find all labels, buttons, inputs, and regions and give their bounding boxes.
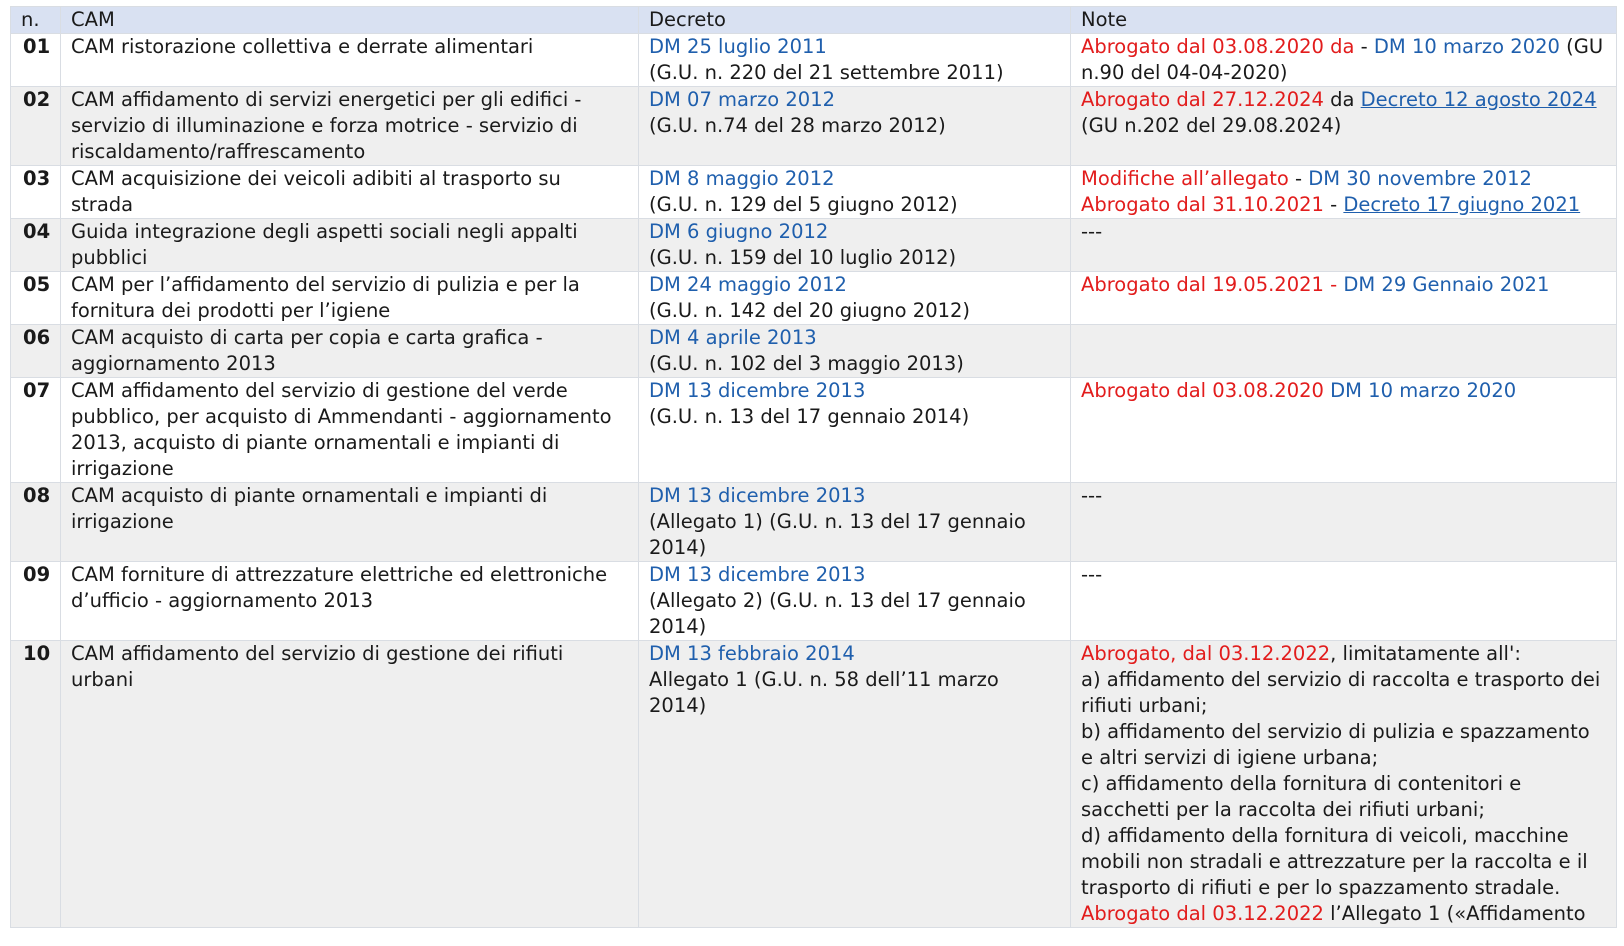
- note-text: l’Allegato 1 («Affidamento: [1323, 902, 1586, 925]
- note-cell: [1071, 34, 1617, 87]
- note-link[interactable]: Decreto 17 giugno 2021: [1343, 193, 1581, 216]
- row-number: 08: [11, 483, 61, 562]
- note-status: Abrogato dal 03.12.2022: [1081, 902, 1324, 925]
- row-number: 05: [11, 272, 61, 325]
- header-cam: CAM: [61, 7, 639, 34]
- table-row: [11, 325, 1617, 378]
- note-text: , limitatamente all':: [1330, 642, 1521, 665]
- cam-description: CAM per l’affidamento del servizio di pulizia e per la fornitura dei prodotti per l’igiene: [61, 272, 639, 325]
- note-text: ---: [1081, 220, 1103, 243]
- row-number: 02: [11, 87, 61, 166]
- decreto-cell: [639, 87, 1071, 166]
- note-text: a) affidamento del servizio di raccolta e trasporto dei rifiuti urbani;: [1081, 668, 1601, 717]
- cam-description: CAM forniture di attrezzature elettriche ed elettroniche d’ufficio - aggiornamento 2013: [61, 562, 639, 641]
- note-text: (GU n.202 del 29.08.2024): [1081, 114, 1342, 137]
- decreto-link[interactable]: DM 13 dicembre 2013: [649, 379, 866, 402]
- row-number: 10: [11, 641, 61, 928]
- note-text: (GU n.90 del 04-04-2020): [1081, 35, 1604, 84]
- decreto-link[interactable]: DM 24 maggio 2012: [649, 273, 847, 296]
- decreto-cell: [639, 641, 1071, 928]
- cam-description: CAM acquisizione dei veicoli adibiti al trasporto su strada: [61, 166, 639, 219]
- header-decreto: Decreto: [639, 7, 1071, 34]
- note-text: d) affidamento della fornitura di veicoli, macchine mobili non stradali e attrezzature per la raccolta e il trasporto di rifiuti e per lo spazzamento stradale.: [1081, 824, 1588, 899]
- decreto-cell: [639, 562, 1071, 641]
- note-line: [1081, 667, 1606, 719]
- decreto-link[interactable]: DM 8 maggio 2012: [649, 167, 835, 190]
- gazzetta-reference: (G.U. n. 220 del 21 settembre 2011): [649, 61, 1004, 84]
- note-cell: [1071, 219, 1617, 272]
- decreto-cell: [639, 378, 1071, 483]
- cam-description: CAM ristorazione collettiva e derrate alimentari: [61, 34, 639, 87]
- note-line: [1081, 562, 1606, 588]
- note-line: [1081, 87, 1606, 113]
- note-status: Abrogato dal 27.12.2024: [1081, 88, 1324, 111]
- note-cell: [1071, 166, 1617, 219]
- gazzetta-reference: (G.U. n. 129 del 5 giugno 2012): [649, 193, 958, 216]
- cam-description: CAM affidamento di servizi energetici per gli edifici - servizio di illuminazione e forza motrice - servizio di riscaldamento/raffrescamento: [61, 87, 639, 166]
- cam-table: [10, 6, 1617, 928]
- decreto-cell: [639, 166, 1071, 219]
- gazzetta-reference: (Allegato 2) (G.U. n. 13 del 17 gennaio 2014): [649, 589, 1026, 638]
- row-number: 03: [11, 166, 61, 219]
- note-line: [1081, 823, 1606, 901]
- note-line: [1081, 641, 1606, 667]
- gazzetta-reference: (G.U. n. 159 del 10 luglio 2012): [649, 246, 957, 269]
- table-row: [11, 87, 1617, 166]
- row-number: 09: [11, 562, 61, 641]
- note-link[interactable]: DM 29 Gennaio 2021: [1343, 273, 1550, 296]
- cam-description: CAM acquisto di carta per copia e carta grafica - aggiornamento 2013: [61, 325, 639, 378]
- decreto-cell: [639, 272, 1071, 325]
- note-status: Abrogato, dal 03.12.2022: [1081, 642, 1331, 665]
- note-text: da: [1323, 88, 1361, 111]
- decreto-link[interactable]: DM 4 aprile 2013: [649, 326, 817, 349]
- gazzetta-reference: (G.U. n. 13 del 17 gennaio 2014): [649, 405, 970, 428]
- table-row: [11, 641, 1617, 928]
- gazzetta-reference: (G.U. n. 102 del 3 maggio 2013): [649, 352, 964, 375]
- note-line: [1081, 219, 1606, 245]
- note-link[interactable]: Decreto 12 agosto 2024: [1360, 88, 1597, 111]
- note-line: [1081, 719, 1606, 771]
- decreto-link[interactable]: DM 07 marzo 2012: [649, 88, 836, 111]
- note-text: b) affidamento del servizio di pulizia e spazzamento e altri servizi di igiene urbana;: [1081, 720, 1590, 769]
- decreto-cell: [639, 483, 1071, 562]
- note-cell: [1071, 641, 1617, 928]
- decreto-link[interactable]: DM 13 dicembre 2013: [649, 563, 866, 586]
- gazzetta-reference: (G.U. n. 142 del 20 giugno 2012): [649, 299, 971, 322]
- note-status: -: [1323, 273, 1344, 296]
- header-n: n.: [11, 7, 61, 34]
- note-cell: [1071, 378, 1617, 483]
- table-header-row: [11, 7, 1617, 34]
- cam-description: CAM acquisto di piante ornamentali e impianti di irrigazione: [61, 483, 639, 562]
- gazzetta-reference: Allegato 1 (G.U. n. 58 dell’11 marzo 2014): [649, 668, 999, 717]
- row-number: 06: [11, 325, 61, 378]
- row-number: 07: [11, 378, 61, 483]
- gazzetta-reference: (Allegato 1) (G.U. n. 13 del 17 gennaio 2014): [649, 510, 1026, 559]
- decreto-link[interactable]: DM 13 febbraio 2014: [649, 642, 855, 665]
- note-line: [1081, 771, 1606, 823]
- cam-description: CAM affidamento del servizio di gestione dei rifiuti urbani: [61, 641, 639, 928]
- note-status: Abrogato dal 03.08.2020 da: [1081, 35, 1355, 58]
- note-line: [1081, 272, 1606, 298]
- note-status: Abrogato dal 31.10.2021: [1081, 193, 1324, 216]
- note-cell: [1071, 562, 1617, 641]
- note-line: [1081, 378, 1606, 404]
- note-text: -: [1354, 35, 1374, 58]
- note-cell: [1071, 87, 1617, 166]
- note-text: -: [1288, 167, 1309, 190]
- table-body: [11, 34, 1617, 928]
- note-line: [1081, 113, 1606, 139]
- note-text: ---: [1081, 563, 1103, 586]
- decreto-cell: [639, 34, 1071, 87]
- note-text: -: [1323, 193, 1344, 216]
- note-status: Abrogato dal 19.05.2021: [1081, 273, 1324, 296]
- table-row: [11, 219, 1617, 272]
- note-status: Modifiche all’allegato: [1081, 167, 1289, 190]
- table-row: [11, 272, 1617, 325]
- note-link[interactable]: DM 30 novembre 2012: [1308, 167, 1532, 190]
- table-row: [11, 378, 1617, 483]
- note-cell: [1071, 272, 1617, 325]
- note-status: Abrogato dal 03.08.2020: [1081, 379, 1324, 402]
- note-line: [1081, 192, 1606, 218]
- note-line: [1081, 901, 1606, 927]
- note-link[interactable]: DM 10 marzo 2020: [1330, 379, 1517, 402]
- table-row: [11, 483, 1617, 562]
- table-row: [11, 34, 1617, 87]
- decreto-link[interactable]: DM 6 giugno 2012: [649, 220, 829, 243]
- note-cell: [1071, 483, 1617, 562]
- table-row: [11, 562, 1617, 641]
- note-text: c) affidamento della fornitura di contenitori e sacchetti per la raccolta dei rifiuti urbani;: [1081, 772, 1522, 821]
- row-number: 04: [11, 219, 61, 272]
- note-cell: [1071, 325, 1617, 378]
- decreto-cell: [639, 325, 1071, 378]
- header-note: Note: [1071, 7, 1617, 34]
- decreto-link[interactable]: DM 25 luglio 2011: [649, 35, 827, 58]
- cam-description: Guida integrazione degli aspetti sociali negli appalti pubblici: [61, 219, 639, 272]
- note-link[interactable]: DM 10 marzo 2020: [1373, 35, 1560, 58]
- decreto-cell: [639, 219, 1071, 272]
- row-number: 01: [11, 34, 61, 87]
- gazzetta-reference: (G.U. n.74 del 28 marzo 2012): [649, 114, 946, 137]
- cam-description: CAM affidamento del servizio di gestione del verde pubblico, per acquisto di Ammendanti - aggiornamento 2013, acquisto di piante ornamentali e impianti di irrigazione: [61, 378, 639, 483]
- decreto-link[interactable]: DM 13 dicembre 2013: [649, 484, 866, 507]
- note-line: [1081, 34, 1606, 86]
- note-line: [1081, 483, 1606, 509]
- note-text: ---: [1081, 484, 1103, 507]
- note-line: [1081, 166, 1606, 192]
- table-row: [11, 166, 1617, 219]
